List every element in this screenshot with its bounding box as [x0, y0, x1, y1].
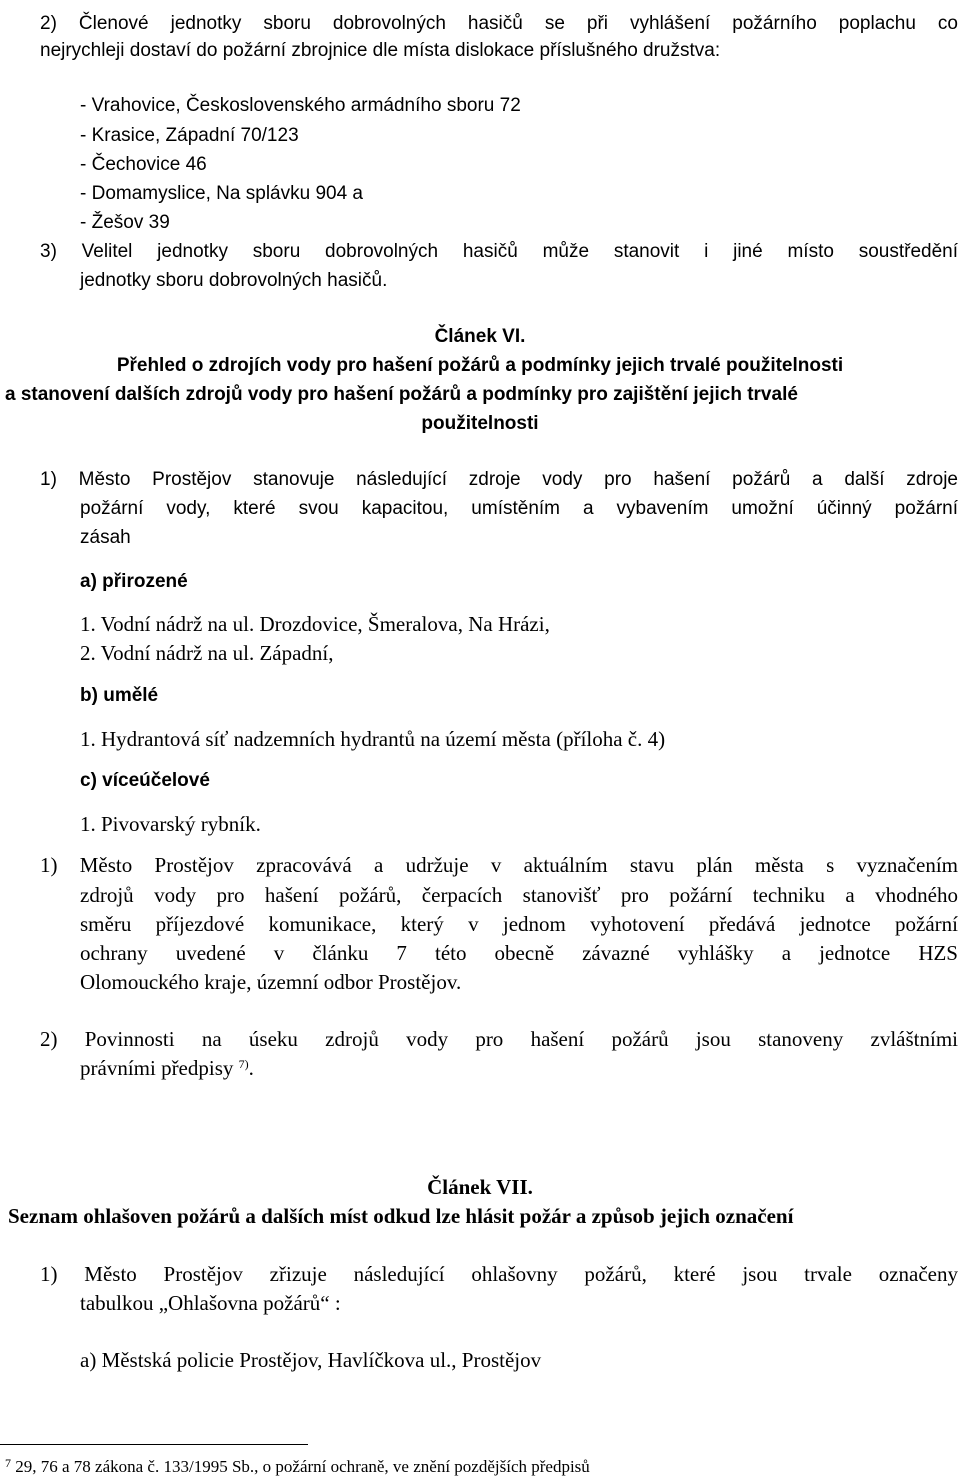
footnote — [5, 1455, 590, 1479]
subsection-c-label: c) víceúčelové — [80, 770, 210, 791]
subsection-b-label: b) umělé — [80, 685, 159, 706]
article-6-paragraph-1b-line-5: Olomouckého kraje, územní odbor Prostějov. — [80, 970, 462, 994]
paragraph-2-period: . — [248, 1056, 254, 1080]
article-6-paragraph-1-line-3: zásah — [80, 527, 131, 548]
list-item: 1. Pivovarský rybník. — [80, 812, 261, 836]
subsection-a-label: a) přirozené — [80, 571, 188, 592]
paragraph-3-line-2: jednotky sboru dobrovolných hasičů. — [80, 270, 388, 291]
article-6-title-line-1: Přehled o zdrojích vody pro hašení požárů a podmínky jejich trvalé použitelnosti — [116, 355, 844, 376]
article-6-title-line-3: použitelnosti — [421, 413, 539, 434]
list-item: 2. Vodní nádrž na ul. Západní, — [80, 641, 334, 665]
article-6-paragraph-1-line-1: 1) Město Prostějov stanovuje následující zdroje vody pro hašení požárů a další zdroje — [40, 469, 958, 490]
list-item: - Žešov 39 — [80, 212, 170, 233]
article-6-title-line-2: a stanovení dalších zdrojů vody pro hašení požárů a podmínky pro zajištění jejich trvalé — [5, 384, 798, 405]
article-7-item-a: a) Městská policie Prostějov, Havlíčkova ul., Prostějov — [80, 1348, 542, 1372]
article-6-paragraph-2-line-2 — [80, 1056, 254, 1080]
list-item: 1. Vodní nádrž na ul. Drozdovice, Šmeralova, Na Hrázi, — [80, 612, 550, 636]
footnote-mark: 7 — [5, 1456, 11, 1470]
list-item: 1. Hydrantová síť nadzemních hydrantů na území města (příloha č. 4) — [80, 727, 666, 751]
footnote-text: 29, 76 a 78 zákona č. 133/1995 Sb., o požární ochraně, ve znění pozdějších předpisů — [11, 1457, 590, 1476]
article-6-paragraph-2-line-1: 2) Povinnosti na úseku zdrojů vody pro hašení požárů jsou stanoveny zvláštními — [40, 1027, 958, 1051]
list-item: - Krasice, Západní 70/123 — [80, 125, 299, 146]
article-6-heading: Článek VI. — [434, 326, 526, 347]
paragraph-3-line-1: 3) Velitel jednotky sboru dobrovolných hasičů může stanovit i jiné místo soustředění — [40, 241, 958, 262]
article-7-paragraph-1-line-1: 1) Město Prostějov zřizuje následující ohlašovny požárů, které jsou trvale označeny — [40, 1262, 958, 1286]
article-7-heading: Článek VII. — [427, 1175, 533, 1199]
paragraph-2-line-1: 2) Členové jednotky sboru dobrovolných hasičů se při vyhlášení požárního poplachu co — [40, 13, 958, 34]
list-item: - Domamyslice, Na splávku 904 a — [80, 183, 363, 204]
article-6-paragraph-1b-line-2: zdrojů vody pro hašení požárů, čerpacích stanovišť pro požární techniku a vhodného — [80, 883, 958, 907]
footnote-divider — [0, 1444, 308, 1445]
article-6-paragraph-1-line-2: požární vody, které svou kapacitou, umístěním a vybavením umožní účinný požární — [80, 498, 958, 519]
footnote-reference: 7) — [238, 1057, 249, 1071]
article-6-paragraph-1b-line-3: směru příjezdové komunikace, který v jednom vyhotovení předává jednotce požární — [80, 912, 958, 936]
paragraph-2-text: právními předpisy — [80, 1056, 234, 1080]
list-item: - Čechovice 46 — [80, 154, 207, 175]
article-7-paragraph-1-line-2: tabulkou „Ohlašovna požárů“ : — [80, 1291, 341, 1315]
list-item: - Vrahovice, Československého armádního sboru 72 — [80, 95, 521, 116]
paragraph-2-line-2: nejrychleji dostaví do požární zbrojnice dle místa dislokace příslušného družstva: — [40, 40, 721, 61]
article-7-title: Seznam ohlašoven požárů a dalších míst odkud lze hlásit požár a způsob jejich označení — [8, 1204, 794, 1228]
article-6-paragraph-1b-line-4: ochrany uvedené v článku 7 této obecně závazné vyhlášky a jednotce HZS — [80, 941, 958, 965]
article-6-paragraph-1b-line-1: 1) Město Prostějov zpracovává a udržuje v aktuálním stavu plán města s vyznačením — [40, 853, 958, 877]
